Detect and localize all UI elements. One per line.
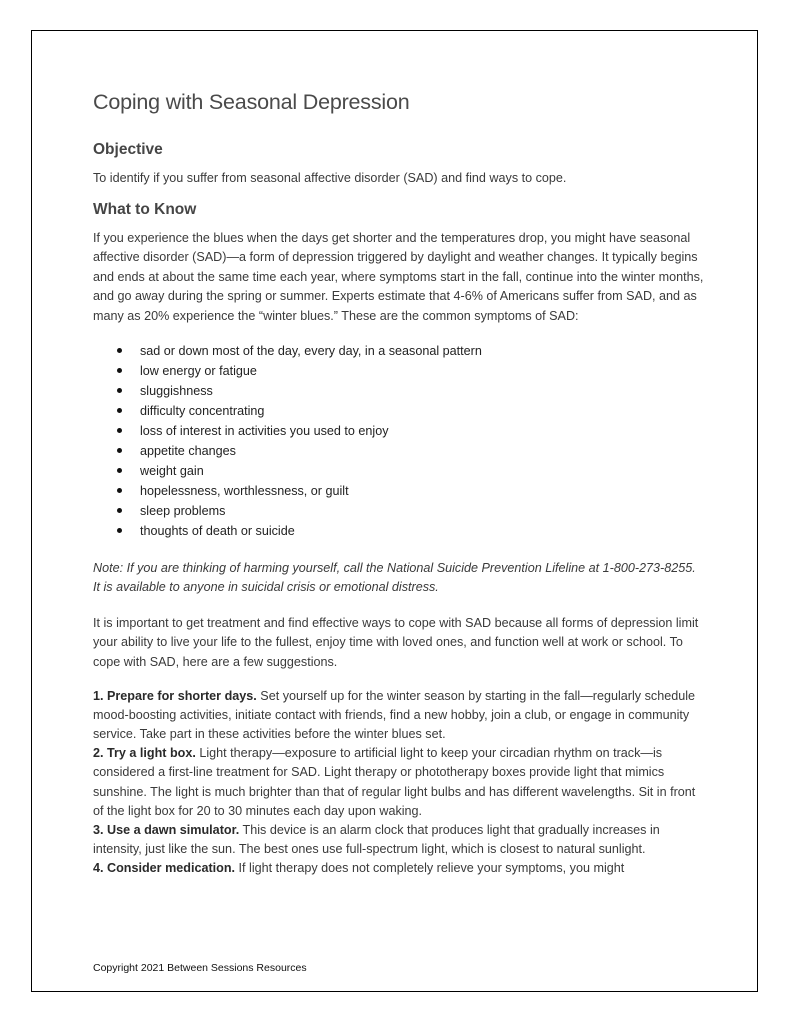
- bullet-icon: [117, 508, 122, 513]
- tip-item: [93, 859, 705, 878]
- coping-intro: It is important to get treatment and find effective ways to cope with SAD because all forms of depression limit your ability to live your life to the fullest, enjoy time with loved ones, and function well at work or school. To cope with SAD, here are a few suggestions.: [93, 615, 699, 669]
- symptom-text: appetite changes: [140, 443, 236, 458]
- symptom-item: [93, 421, 705, 441]
- symptom-text: hopelessness, worthlessness, or guilt: [140, 483, 349, 498]
- copyright-footer: Copyright 2021 Between Sessions Resources: [93, 962, 307, 974]
- tip-text: Light therapy—exposure to artificial light to keep your circadian rhythm on track—is considered a first-line treatment for SAD. Light therapy or phototherapy boxes provide light that mimics sunshine. The light is much brighter than that of regular light bulbs and has different wavelengths. Sit in front of the light box for 20 to 30 minutes each day upon waking.: [93, 746, 696, 818]
- symptom-item: [93, 361, 705, 381]
- bullet-icon: [117, 428, 122, 433]
- symptom-text: low energy or fatigue: [140, 363, 257, 378]
- bullet-icon: [117, 528, 122, 533]
- bullet-icon: [117, 368, 122, 373]
- tips-list: [93, 687, 705, 879]
- symptom-item: [93, 341, 705, 361]
- symptom-text: difficulty concentrating: [140, 403, 265, 418]
- symptom-text: thoughts of death or suicide: [140, 523, 295, 538]
- symptom-text: sluggishness: [140, 383, 213, 398]
- tip-item: [93, 744, 705, 821]
- objective-text: To identify if you suffer from seasonal affective disorder (SAD) and find ways to cope.: [93, 171, 567, 185]
- bullet-icon: [117, 388, 122, 393]
- tip-lead: 4. Consider medication.: [93, 861, 236, 876]
- tip-item: [93, 821, 705, 859]
- symptom-item: [93, 461, 705, 481]
- tip-lead: 1. Prepare for shorter days.: [93, 688, 257, 703]
- bullet-icon: [117, 348, 122, 353]
- symptom-item: [93, 501, 705, 521]
- symptom-text: weight gain: [140, 463, 204, 478]
- crisis-note: Note: If you are thinking of harming yourself, call the National Suicide Prevention Lifeline at 1-800-273-8255. It is available to anyone in suicidal crisis or emotional distress.: [93, 560, 696, 595]
- tip-text: Set yourself up for the winter season by starting in the fall—regularly schedule mood-boosting activities, initiate contact with friends, find a new hobby, join a club, or engage in community service. Take part in these activities before the winter blues set.: [93, 688, 696, 741]
- tip-text: This device is an alarm clock that produces light that gradually increases in intensity, just like the sun. The best ones use full-spectrum light, which is closest to natural sunlight.: [93, 822, 660, 857]
- symptom-text: sleep problems: [140, 503, 226, 518]
- page-title: Coping with Seasonal Depression: [93, 90, 410, 114]
- symptom-list: [93, 341, 705, 541]
- bullet-icon: [117, 408, 122, 413]
- symptom-item: [93, 521, 705, 541]
- symptom-text: sad or down most of the day, every day, in a seasonal pattern: [140, 343, 482, 358]
- symptom-item: [93, 441, 705, 461]
- bullet-icon: [117, 448, 122, 453]
- symptom-item: [93, 401, 705, 421]
- symptom-item: [93, 381, 705, 401]
- symptom-text: loss of interest in activities you used to enjoy: [140, 423, 389, 438]
- tip-item: [93, 687, 705, 745]
- bullet-icon: [117, 488, 122, 493]
- bullet-icon: [117, 468, 122, 473]
- tip-text: If light therapy does not completely relieve your symptoms, you might: [235, 861, 625, 876]
- tip-lead: 3. Use a dawn simulator.: [93, 822, 240, 837]
- what-to-know-text: If you experience the blues when the days get shorter and the temperatures drop, you might have seasonal affective disorder (SAD)—a form of depression triggered by daylight and weather changes. It typically begins and ends at about the same time each year, where symptoms start in the fall, continue into the winter months, and go away during the spring or summer. Experts estimate that 4-6% of Americans suffer from SAD, and as many as 20% experience the “winter blues.” These are the common symptoms of SAD:: [93, 230, 704, 323]
- what-to-know-heading: What to Know: [93, 200, 197, 218]
- objective-heading: Objective: [93, 141, 163, 158]
- tip-lead: 2. Try a light box.: [93, 746, 196, 761]
- symptom-item: [93, 481, 705, 501]
- document-body: [93, 90, 705, 879]
